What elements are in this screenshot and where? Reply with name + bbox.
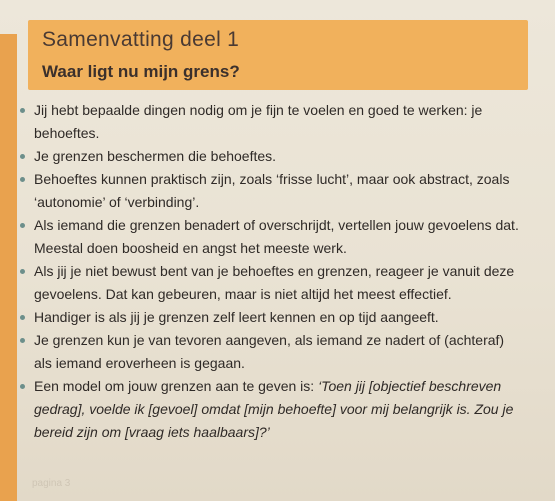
bullet-text: Handiger is als jij je grenzen zelf leert kennen en op tijd aangeeft. <box>34 309 439 325</box>
summary-bullet-model <box>20 375 520 444</box>
model-lead-text: Een model om jouw grenzen aan te geven is: <box>34 378 319 394</box>
bullet-dot-icon <box>20 223 25 228</box>
page-number-mark: pagina 3 <box>32 478 71 489</box>
summary-header <box>28 20 528 90</box>
summary-bullet-list <box>20 99 520 444</box>
summary-bullet <box>20 260 520 306</box>
section-color-bar <box>0 34 17 501</box>
bullet-dot-icon <box>20 384 25 389</box>
summary-subtitle: Waar ligt nu mijn grens? <box>42 62 240 81</box>
bullet-dot-icon <box>20 338 25 343</box>
bullet-dot-icon <box>20 108 25 113</box>
bullet-dot-icon <box>20 154 25 159</box>
bullet-text <box>34 375 520 444</box>
summary-bullet <box>20 99 520 145</box>
bullet-dot-icon <box>20 269 25 274</box>
bullet-text: Jij hebt bepaalde dingen nodig om je fijn te voelen en goed te werken: je behoeftes. <box>34 102 483 141</box>
summary-bullet <box>20 329 520 375</box>
bullet-text: Je grenzen kun je van tevoren aangeven, als iemand ze nadert of (achteraf) als iemand eroverheen is gegaan. <box>34 332 505 371</box>
bullet-dot-icon <box>20 177 25 182</box>
model-quote-text: ‘Toen jij [objectief beschreven gedrag], voelde ik [gevoel] omdat [mijn behoefte] voor mij belangrijk is. Zou je bereid zijn om [vraag iets haalbaars]?’ <box>34 378 514 440</box>
bullet-dot-icon <box>20 315 25 320</box>
summary-title: Samenvatting deel 1 <box>42 28 240 51</box>
bullet-text: Als jij je niet bewust bent van je behoeftes en grenzen, reageer je vanuit deze gevoelens. Dat kan gebeuren, maar is niet altijd het meest effectief. <box>34 263 515 302</box>
summary-bullet <box>20 306 520 329</box>
bullet-text: Je grenzen beschermen die behoeftes. <box>34 148 277 164</box>
summary-bullet <box>20 214 520 260</box>
summary-bullet <box>20 168 520 214</box>
bullet-text: Behoeftes kunnen praktisch zijn, zoals ‘frisse lucht’, maar ook abstract, zoals ‘autonomie’ of ‘verbinding’. <box>34 171 510 210</box>
summary-bullet <box>20 145 520 168</box>
bullet-text: Als iemand die grenzen benadert of overschrijdt, vertellen jouw gevoelens dat. Meestal doen boosheid en angst het meeste werk. <box>34 217 519 256</box>
